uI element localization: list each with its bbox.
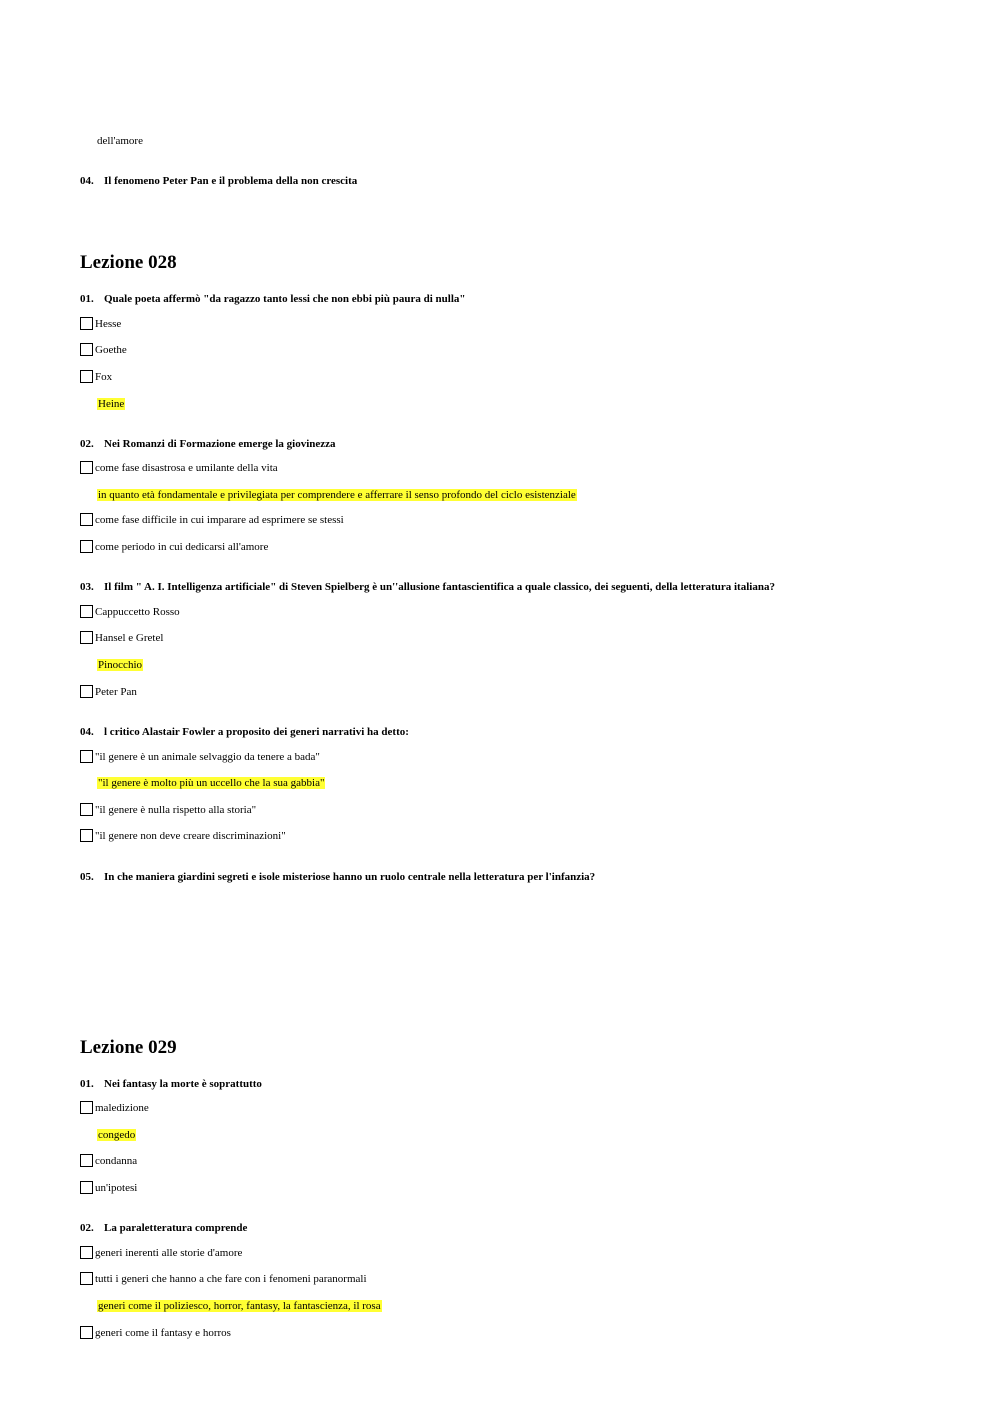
answer-option[interactable] xyxy=(80,685,137,700)
question-number: 04. xyxy=(80,726,94,738)
option-text: "il genere è nulla rispetto alla storia" xyxy=(95,804,257,816)
checkbox[interactable] xyxy=(80,631,93,644)
question-29-01 xyxy=(80,1078,262,1090)
checkbox[interactable] xyxy=(80,343,93,356)
answer-option[interactable] xyxy=(80,317,121,332)
question-prev-04 xyxy=(80,175,357,187)
question-text: Nei Romanzi di Formazione emerge la giovinezza xyxy=(104,438,336,450)
answer-option[interactable] xyxy=(80,461,278,476)
answer-option[interactable] xyxy=(80,343,127,358)
question-number: 01. xyxy=(80,293,94,305)
question-28-03 xyxy=(80,581,775,593)
question-text: Il film " A. I. Intelligenza artificiale" di Steven Spielberg è un''allusione fantascientifica a quale classico, dei seguenti, della letteratura italiana? xyxy=(104,581,775,593)
checkbox[interactable] xyxy=(80,317,93,330)
checkbox[interactable] xyxy=(80,605,93,618)
answer-option[interactable] xyxy=(80,1326,231,1341)
option-text: generi inerenti alle storie d'amore xyxy=(95,1247,243,1259)
question-28-05 xyxy=(80,871,595,883)
option-text: Fox xyxy=(95,371,113,383)
question-number: 02. xyxy=(80,438,94,450)
answer-option[interactable] xyxy=(80,370,112,385)
option-text: Hesse xyxy=(95,318,122,330)
answer-option[interactable] xyxy=(80,750,320,765)
question-text: Nei fantasy la morte è soprattutto xyxy=(104,1078,262,1090)
option-text: come fase disastrosa e umilante della vita xyxy=(95,462,278,474)
lesson-title: Lezione 028 xyxy=(80,252,177,273)
answer-option[interactable] xyxy=(80,1181,137,1196)
correct-answer-highlight: generi come il poliziesco, horror, fantasy, la fantascienza, il rosa xyxy=(98,1300,381,1312)
question-28-04 xyxy=(80,726,409,738)
question-28-01 xyxy=(80,293,465,305)
correct-answer-highlight: congedo xyxy=(98,1129,136,1141)
option-text: maledizione xyxy=(95,1102,149,1114)
answer-option[interactable] xyxy=(80,1101,149,1116)
option-text: tutti i generi che hanno a che fare con i fenomeni paranormali xyxy=(95,1273,367,1285)
checkbox[interactable] xyxy=(80,829,93,842)
question-number: 03. xyxy=(80,581,94,593)
checkbox[interactable] xyxy=(80,803,93,816)
checkbox[interactable] xyxy=(80,1272,93,1285)
checkbox[interactable] xyxy=(80,685,93,698)
answer-option[interactable] xyxy=(80,513,344,528)
option-text: Hansel e Gretel xyxy=(95,632,164,644)
correct-answer-option[interactable] xyxy=(97,1299,382,1314)
option-text: come fase difficile in cui imparare ad esprimere se stessi xyxy=(95,514,344,526)
checkbox[interactable] xyxy=(80,1154,93,1167)
answer-option[interactable] xyxy=(80,1272,367,1287)
question-28-02 xyxy=(80,438,336,450)
option-text: condanna xyxy=(95,1155,138,1167)
correct-answer-option[interactable] xyxy=(97,1128,136,1143)
question-number: 01. xyxy=(80,1078,94,1090)
question-text: Quale poeta affermò "da ragazzo tanto lessi che non ebbi più paura di nulla" xyxy=(104,293,466,305)
option-text: Peter Pan xyxy=(95,686,137,698)
option-text: generi come il fantasy e horros xyxy=(95,1327,231,1339)
checkbox[interactable] xyxy=(80,461,93,474)
question-number: 04. xyxy=(80,175,94,187)
checkbox[interactable] xyxy=(80,750,93,763)
answer-option[interactable] xyxy=(80,605,180,620)
correct-answer-highlight: "il genere è molto più un uccello che la sua gabbia" xyxy=(98,777,325,789)
option-text: Goethe xyxy=(95,344,127,356)
correct-answer-option[interactable] xyxy=(97,776,325,791)
correct-answer-option[interactable] xyxy=(97,397,125,412)
answer-option[interactable] xyxy=(80,540,268,555)
correct-answer-highlight: in quanto età fondamentale e privilegiata per comprendere e afferrare il senso profondo del ciclo esistenziale xyxy=(98,489,576,501)
correct-answer-highlight: Heine xyxy=(98,398,125,410)
checkbox[interactable] xyxy=(80,370,93,383)
answer-option[interactable] xyxy=(80,631,163,646)
question-text: l critico Alastair Fowler a proposito dei generi narrativi ha detto: xyxy=(104,726,409,738)
option-text: Cappuccetto Rosso xyxy=(95,606,180,618)
answer-option[interactable] xyxy=(80,1154,137,1169)
correct-answer-highlight: Pinocchio xyxy=(98,659,142,671)
lesson-title: Lezione 029 xyxy=(80,1037,177,1058)
continuation-text: dell'amore xyxy=(97,135,143,147)
answer-option[interactable] xyxy=(80,829,286,844)
option-text: "il genere non deve creare discriminazioni" xyxy=(95,830,286,842)
checkbox[interactable] xyxy=(80,1101,93,1114)
checkbox[interactable] xyxy=(80,540,93,553)
correct-answer-option[interactable] xyxy=(97,488,577,503)
option-text: come periodo in cui dedicarsi all'amore xyxy=(95,541,269,553)
checkbox[interactable] xyxy=(80,1246,93,1259)
question-29-02 xyxy=(80,1222,247,1234)
question-text: In che maniera giardini segreti e isole misteriose hanno un ruolo centrale nella letteratura per l'infanzia? xyxy=(104,871,596,883)
question-number: 05. xyxy=(80,871,94,883)
checkbox[interactable] xyxy=(80,513,93,526)
option-text: un'ipotesi xyxy=(95,1182,138,1194)
question-text: La paraletteratura comprende xyxy=(104,1222,248,1234)
checkbox[interactable] xyxy=(80,1326,93,1339)
correct-answer-option[interactable] xyxy=(97,658,143,673)
checkbox[interactable] xyxy=(80,1181,93,1194)
answer-option[interactable] xyxy=(80,1246,242,1261)
question-number: 02. xyxy=(80,1222,94,1234)
question-text: Il fenomeno Peter Pan e il problema della non crescita xyxy=(104,175,358,187)
option-text: "il genere è un animale selvaggio da tenere a bada" xyxy=(95,751,320,763)
answer-option[interactable] xyxy=(80,803,256,818)
